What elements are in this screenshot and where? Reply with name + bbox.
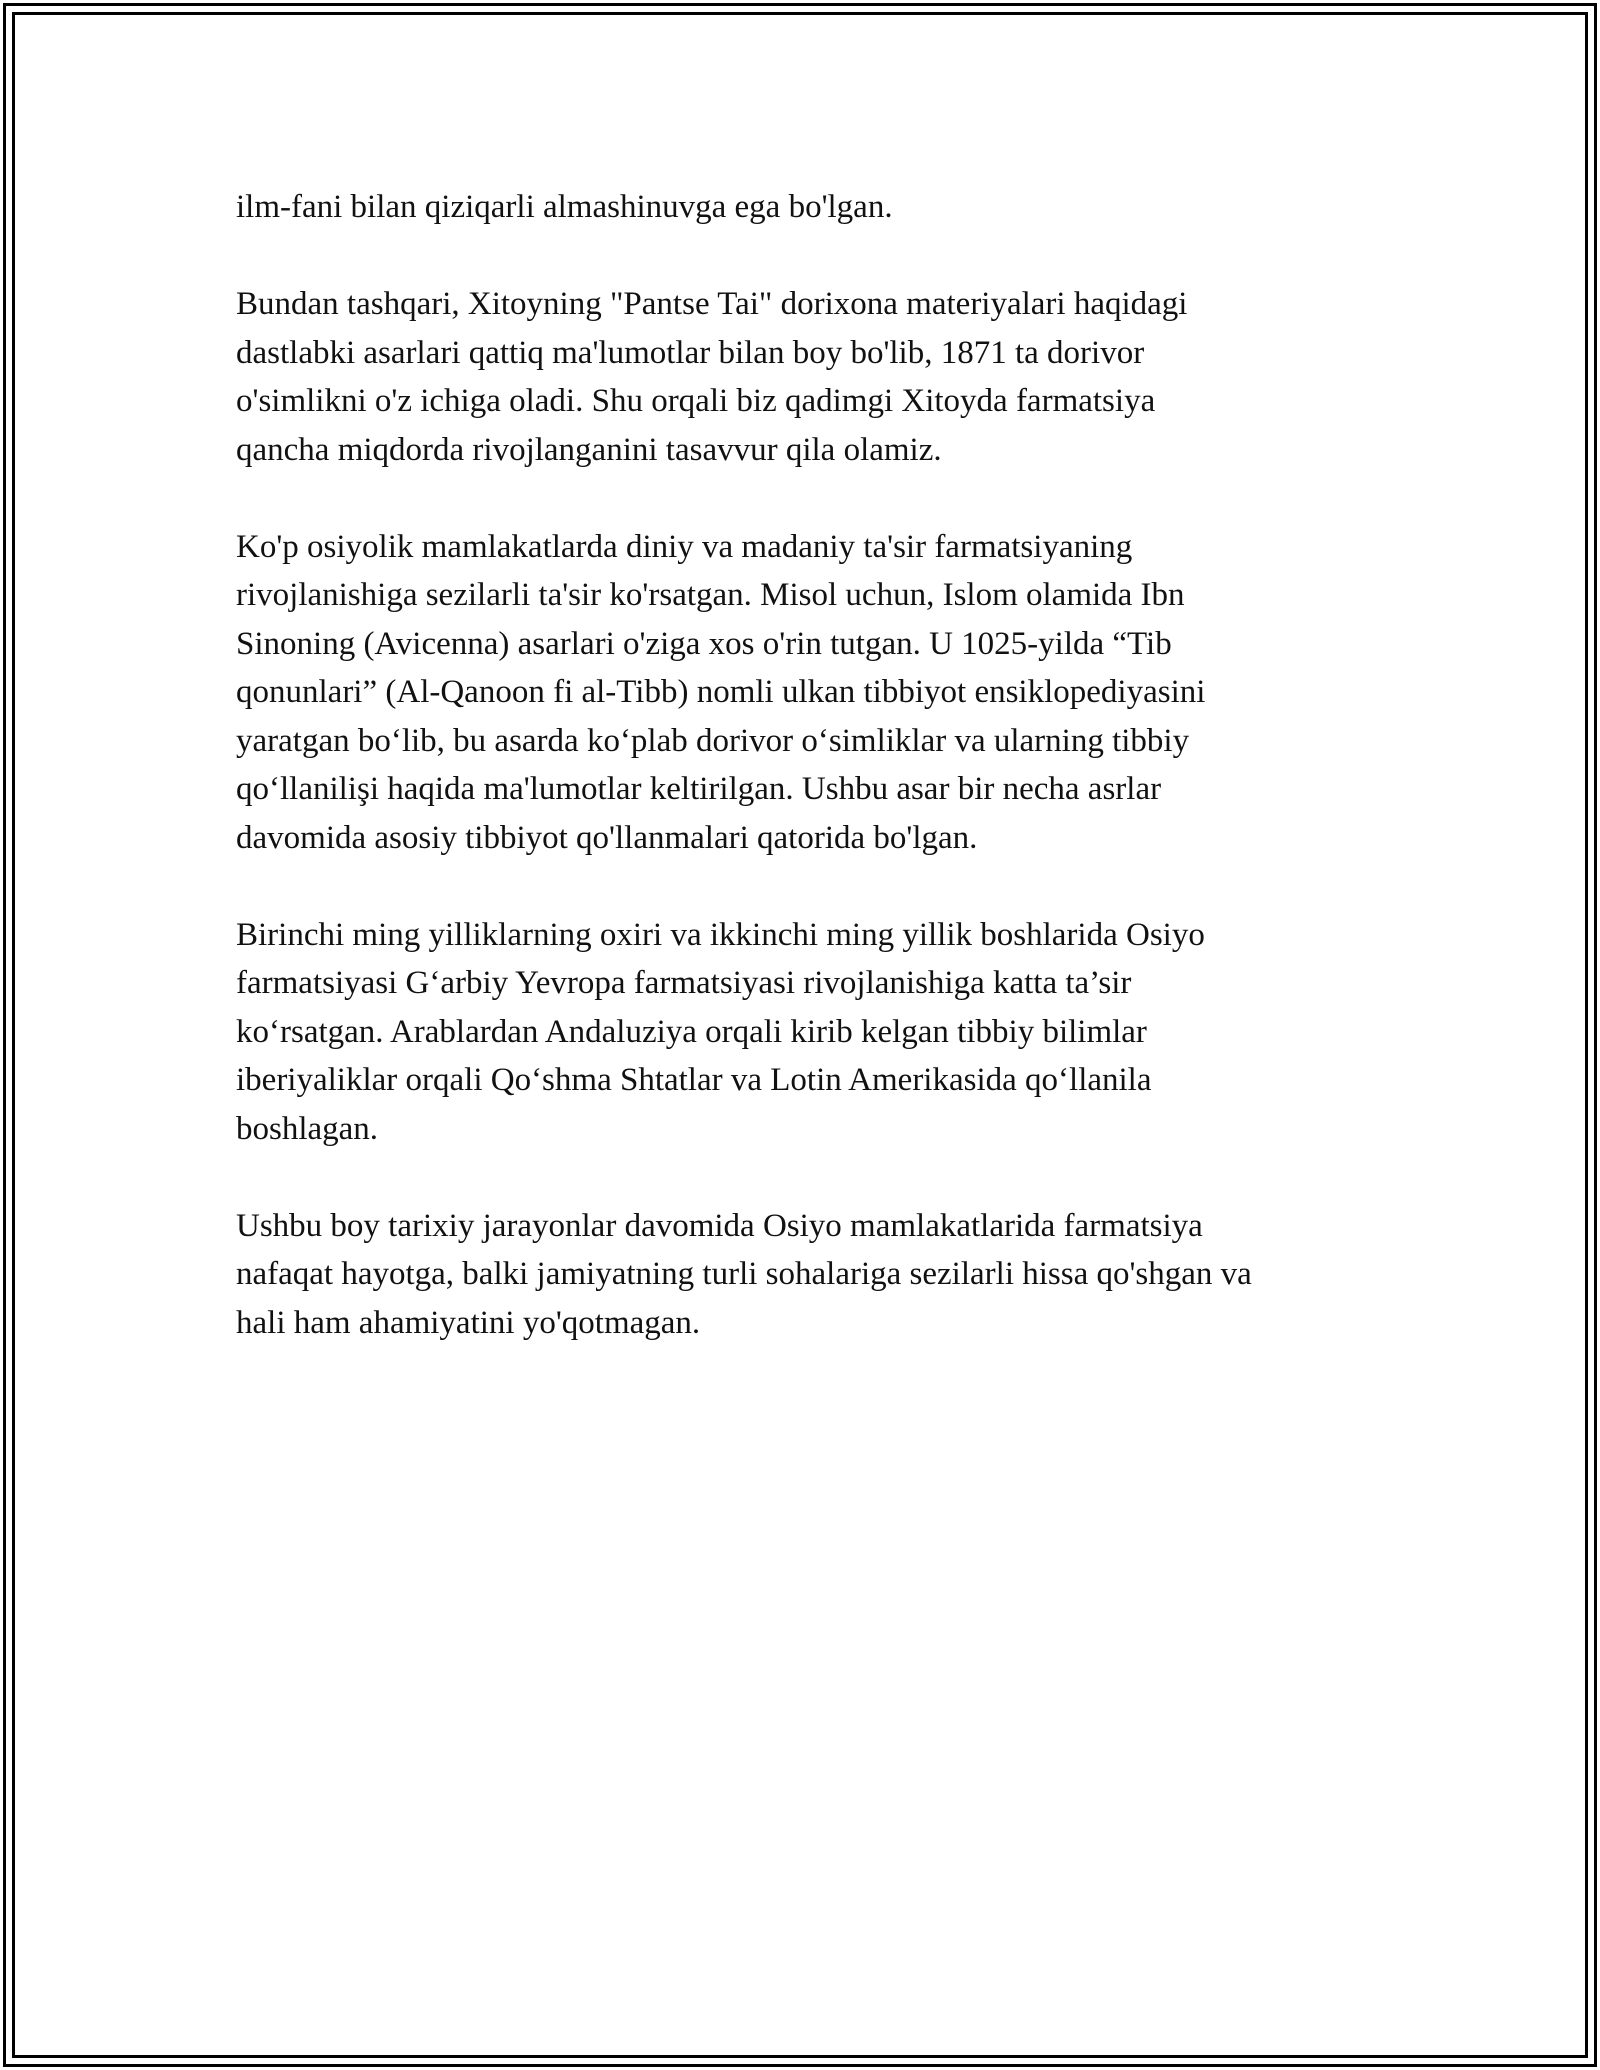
paragraph-line: boshlagan. [236, 1110, 379, 1147]
paragraph-1 [236, 183, 1386, 232]
paragraph-5 [236, 1202, 1386, 1348]
document-body [236, 183, 1386, 1396]
paragraph-line: hali ham ahamiyatini yo'qotmagan. [236, 1304, 701, 1341]
paragraph-line: Ushbu boy tarixiy jarayonlar davomida Osiyo mamlakatlarida farmatsiya [236, 1207, 1203, 1244]
paragraph-line: Ko'p osiyolik mamlakatlarda diniy va madaniy ta'sir farmatsiyaning [236, 528, 1133, 565]
paragraph-line: farmatsiyasi G‘arbiy Yevropa farmatsiyasi rivojlanishiga katta ta’sir [236, 965, 1132, 1001]
paragraph-2 [236, 280, 1386, 474]
paragraph-line: ilm-fani bilan qiziqarli almashinuvga ega bo'lgan. [236, 189, 893, 225]
paragraph-line: Bundan tashqari, Xitoyning "Pantse Tai" dorixona materiyalari haqidagi [236, 286, 1188, 322]
paragraph-line: qonunlari” (Al-Qanoon fi al-Tibb) nomli ulkan tibbiyot ensiklopediyasini [236, 674, 1206, 710]
paragraph-line: qancha miqdorda rivojlanganini tasavvur qila olamiz. [236, 431, 942, 468]
paragraph-line: dastlabki asarlari qattiq ma'lumotlar bilan boy bo'lib, 1871 ta dorivor [236, 334, 1145, 371]
paragraph-line: iberiyaliklar orqali Qo‘shma Shtatlar va Lotin Amerikasida qo‘llanila [236, 1062, 1152, 1098]
paragraph-line: rivojlanishiga sezilarli ta'sir ko'rsatgan. Misol uchun, Islom olamida Ibn [236, 577, 1185, 613]
paragraph-line: qo‘llanilişi haqida ma'lumotlar keltirilgan. Ushbu asar bir necha asrlar [236, 771, 1162, 807]
paragraph-line: davomida asosiy tibbiyot qo'llanmalari qatorida bo'lgan. [236, 819, 978, 856]
paragraph-line: nafaqat hayotga, balki jamiyatning turli sohalariga sezilarli hissa qo'shgan va [236, 1256, 1252, 1292]
paragraph-line: Birinchi ming yilliklarning oxiri va ikkinchi ming yillik boshlarida Osiyo [236, 916, 1205, 953]
paragraph-4 [236, 911, 1386, 1154]
paragraph-line: Sinoning (Avicenna) asarlari o'ziga xos o'rin tutgan. U 1025-yilda “Tib [236, 625, 1172, 662]
paragraph-line: ko‘rsatgan. Arablardan Andaluziya orqali kirib kelgan tibbiy bilimlar [236, 1013, 1147, 1050]
paragraph-line: yaratgan bo‘lib, bu asarda ko‘plab dorivor o‘simliklar va ularning tibbiy [236, 722, 1190, 759]
paragraph-3 [236, 523, 1386, 863]
paragraph-line: o'simlikni o'z ichiga oladi. Shu orqali biz qadimgi Xitoyda farmatsiya [236, 383, 1156, 419]
